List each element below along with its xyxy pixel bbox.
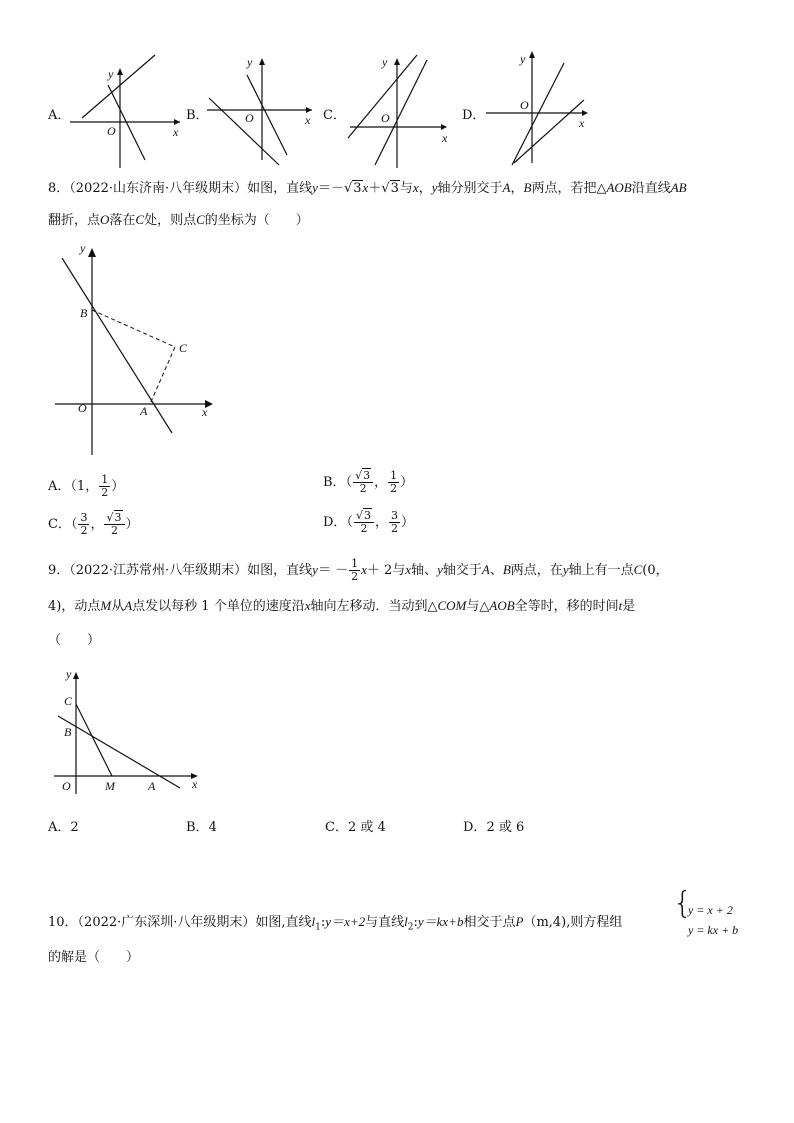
line-1 [512, 63, 564, 165]
point-b-label: B [80, 306, 88, 320]
q9-option-d[interactable]: D．2 或 6 [463, 820, 525, 835]
sqrt-symbol: √3 [343, 181, 362, 196]
x-label: x [202, 405, 208, 419]
q7-graph-c [345, 50, 460, 170]
q9-stem-line2: 4)，动点M从A点发以每秒 1 个单位的速度沿x轴向左移动．当动到△COM与△AOB全等时，移的时间t是 [48, 598, 636, 614]
origin-label: O [520, 98, 529, 112]
q9-option-a[interactable]: A．2 [48, 820, 79, 835]
y-label: y [80, 241, 86, 255]
point-a-label: A [140, 404, 148, 418]
question-number: 8． [48, 181, 70, 196]
q9-stem-line3: （ ） [48, 633, 101, 648]
q9-option-b[interactable]: B．4 [186, 820, 217, 835]
q7-graph-a [70, 50, 185, 170]
question-source: （2022·广东深圳·八年级期末） [77, 915, 256, 930]
brace-icon: { [673, 886, 693, 921]
origin-label: O [381, 111, 390, 125]
x-label: x [305, 113, 311, 127]
point-m-label: M [105, 779, 115, 793]
origin-label: O [107, 124, 116, 138]
q8-stem-line2: 翻折，点O落在C处，则点C的坐标为（ ） [48, 212, 309, 228]
origin-label: O [245, 111, 254, 125]
y-label: y [108, 67, 114, 81]
sqrt-symbol: √3 [381, 181, 399, 196]
q8-option-b[interactable]: B．（ $\frac{√3}{2}$ ， $\frac{1}{2}$ ） [323, 469, 414, 495]
q8-option-a[interactable]: A．（1， $\frac{1}{2}$ ） [48, 473, 125, 499]
line-1 [82, 55, 155, 118]
q8-figure [50, 240, 220, 460]
x-label: x [173, 125, 179, 139]
q8-stem-line1: 8．（2022·山东济南·八年级期末）如图，直线y＝－√3x＋√3与x，y轴分别交于A，B两点，若把△AOB沿直线AB [48, 178, 687, 199]
y-label: y [66, 667, 72, 681]
origin-label: O [78, 401, 87, 415]
point-c-label: C [179, 341, 188, 355]
point-a-label: A [148, 779, 156, 793]
q8-option-c[interactable]: C．（ $\frac{3}{2}$ ， $\frac{√3}{2}$ ） [48, 511, 139, 537]
origin-label: O [62, 779, 71, 793]
q10-stem-line1: 10．（2022·广东深圳·八年级期末）如图,直线$l_1:y=x+2$与直线$l_2:y=kx+b$相交于点P（m,4),则方程组 [48, 914, 623, 933]
q7-option-d-label[interactable]: D． [462, 108, 486, 123]
q10-stem-line2: 的解是（ ） [48, 950, 140, 965]
q7-option-a-label[interactable]: A． [48, 108, 71, 123]
q7-graph-b [207, 50, 322, 170]
y-label: y [520, 52, 526, 66]
x-label: x [579, 116, 585, 130]
q8-option-d[interactable]: D．（ $\frac{√3}{2}$ ， $\frac{3}{2}$ ） [323, 509, 414, 535]
y-label: y [382, 55, 388, 69]
q7-option-c-label[interactable]: C． [323, 108, 346, 123]
question-source: （2022·江苏常州·八年级期末） [69, 563, 248, 578]
point-c-label: C [64, 694, 73, 708]
line-1 [209, 98, 279, 165]
system-eq-1: y = x + 2 [688, 903, 733, 917]
q7-option-b-label[interactable]: B． [186, 108, 209, 123]
x-label: x [192, 777, 198, 791]
q9-option-c[interactable]: C．2 或 4 [325, 820, 386, 835]
dashed-fold [92, 310, 175, 404]
question-number: 9． [48, 563, 70, 578]
question-number: 10． [48, 915, 78, 930]
q9-stem-line1: 9．（2022·江苏常州·八年级期末）如图，直线y＝ － $\frac{1}{2}$ x＋ 2与x轴、y轴交于A、B两点，在y轴上有一点C(0， [48, 557, 669, 583]
system-eq-2: y = kx + b [688, 923, 739, 937]
q10-equation-system [673, 886, 739, 940]
y-label: y [247, 55, 253, 69]
line-cm [76, 704, 112, 776]
q9-figure [50, 666, 210, 796]
x-label: x [442, 131, 448, 145]
q7-graph-d [484, 45, 599, 170]
question-source: （2022·山东济南·八年级期末） [69, 181, 248, 196]
point-b-label: B [64, 725, 72, 739]
